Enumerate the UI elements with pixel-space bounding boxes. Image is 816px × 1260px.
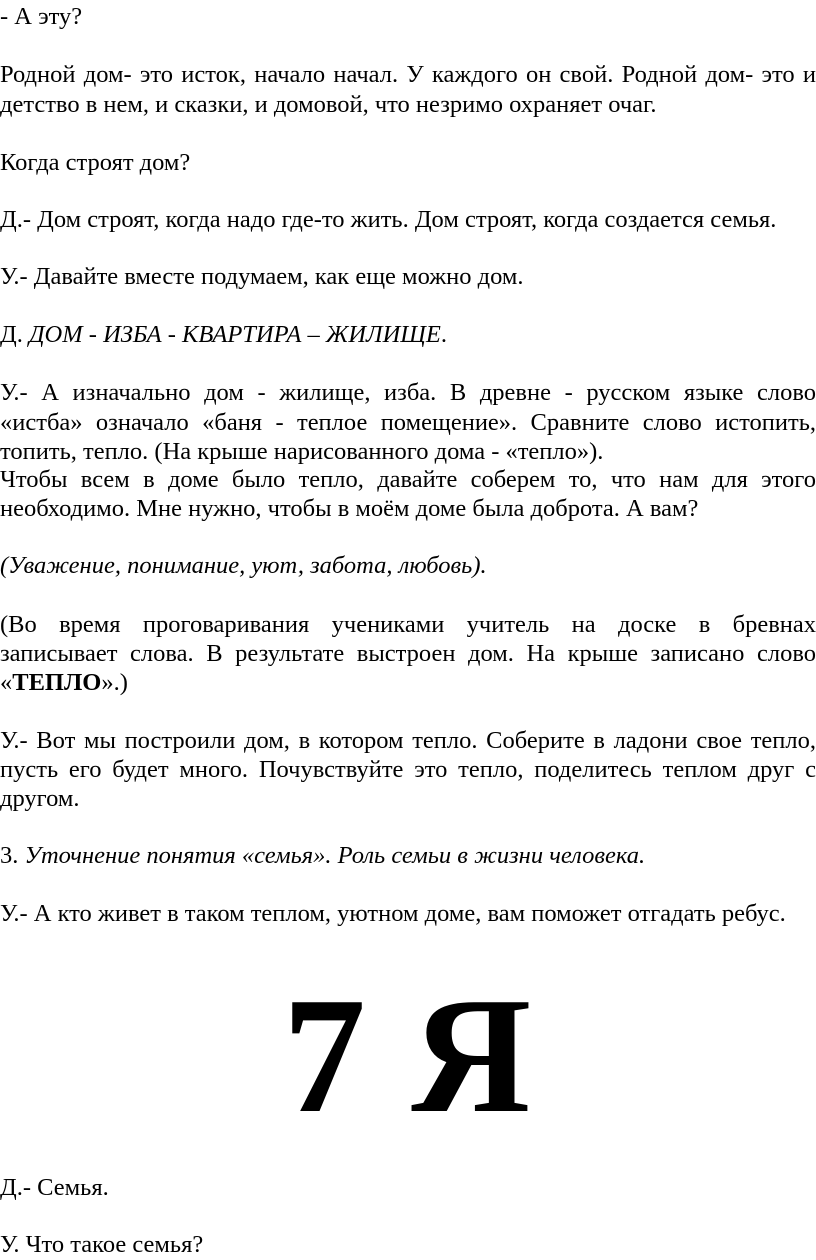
- paragraph-when-built: Когда строят дом?: [0, 149, 191, 176]
- synonyms-italic: ДОМ - ИЗБА - КВАРТИРА – ЖИЛИЩЕ: [28, 321, 441, 348]
- paragraph-izba-line-3: топить, тепло. (На крыше нарисованного дома - «тепло»).: [0, 438, 604, 465]
- paragraph-logs-line-2: записывает слова. В результате выстроен дом. На крыше записано слово: [0, 640, 816, 667]
- paragraph-values: (Уважение, понимание, уют, забота, любовь).: [0, 552, 487, 579]
- paragraph-rebus-intro: У.- А кто живет в таком теплом, уютном доме, вам поможет отгадать ребус.: [0, 900, 786, 927]
- synonyms-suffix: .: [440, 321, 447, 348]
- paragraph-izba-line-1: У.- А изначально дом - жилище, изба. В древне - русском языке слово: [0, 379, 816, 406]
- paragraph-built-line-3: другом.: [0, 785, 80, 812]
- paragraph-logs-line-3: [0, 668, 816, 698]
- section-title: Уточнение понятия «семья». Роль семьи в жизни человека.: [24, 842, 646, 869]
- section-heading-3: [0, 841, 816, 871]
- paragraph-teacher-think: У.- Давайте вместе подумаем, как еще можно дом.: [0, 263, 524, 290]
- section-number: 3.: [0, 842, 25, 869]
- paragraph-logs-line-1: (Во время проговаривания учениками учитель на доске в бревнах: [0, 611, 816, 638]
- paragraph-izba-line-5: необходимо. Мне нужно, чтобы в моём доме была доброта. А вам?: [0, 495, 699, 522]
- paragraph-built-line-2: пусть его будет много. Почувствуйте это тепло, поделитесь теплом друг с: [0, 756, 816, 783]
- paragraph-home-line-2: детство в нем, и сказки, и домовой, что незримо охраняет очаг.: [0, 91, 657, 118]
- paragraph-question: - А эту?: [0, 3, 83, 30]
- paragraph-what-is-family: У. Что такое семья?: [0, 1231, 204, 1258]
- paragraph-home-line-1: Родной дом- это исток, начало начал. У каждого он свой. Родной дом- это и: [0, 61, 816, 88]
- paragraph-izba-line-2: «истба» означало «баня - теплое помещение». Сравните слово истопить,: [0, 409, 816, 436]
- synonyms-prefix: Д.: [0, 321, 29, 348]
- rebus-seven-ya: 7 Я: [282, 963, 534, 1147]
- paragraph-built-line-1: У.- Вот мы построили дом, в котором тепло. Соберите в ладони свое тепло,: [0, 727, 816, 754]
- paragraph-child-answer: Д.- Дом строят, когда надо где-то жить. Дом строят, когда создается семья.: [0, 206, 777, 233]
- paragraph-family-answer: Д.- Семья.: [0, 1174, 109, 1201]
- warmth-quote-close: ».): [101, 669, 128, 696]
- paragraph-izba-line-4: Чтобы всем в доме было тепло, давайте соберем то, что нам для этого: [0, 466, 816, 493]
- paragraph-synonyms: [0, 320, 816, 350]
- warmth-quote-open: «: [0, 669, 13, 696]
- warmth-word: ТЕПЛО: [12, 669, 102, 696]
